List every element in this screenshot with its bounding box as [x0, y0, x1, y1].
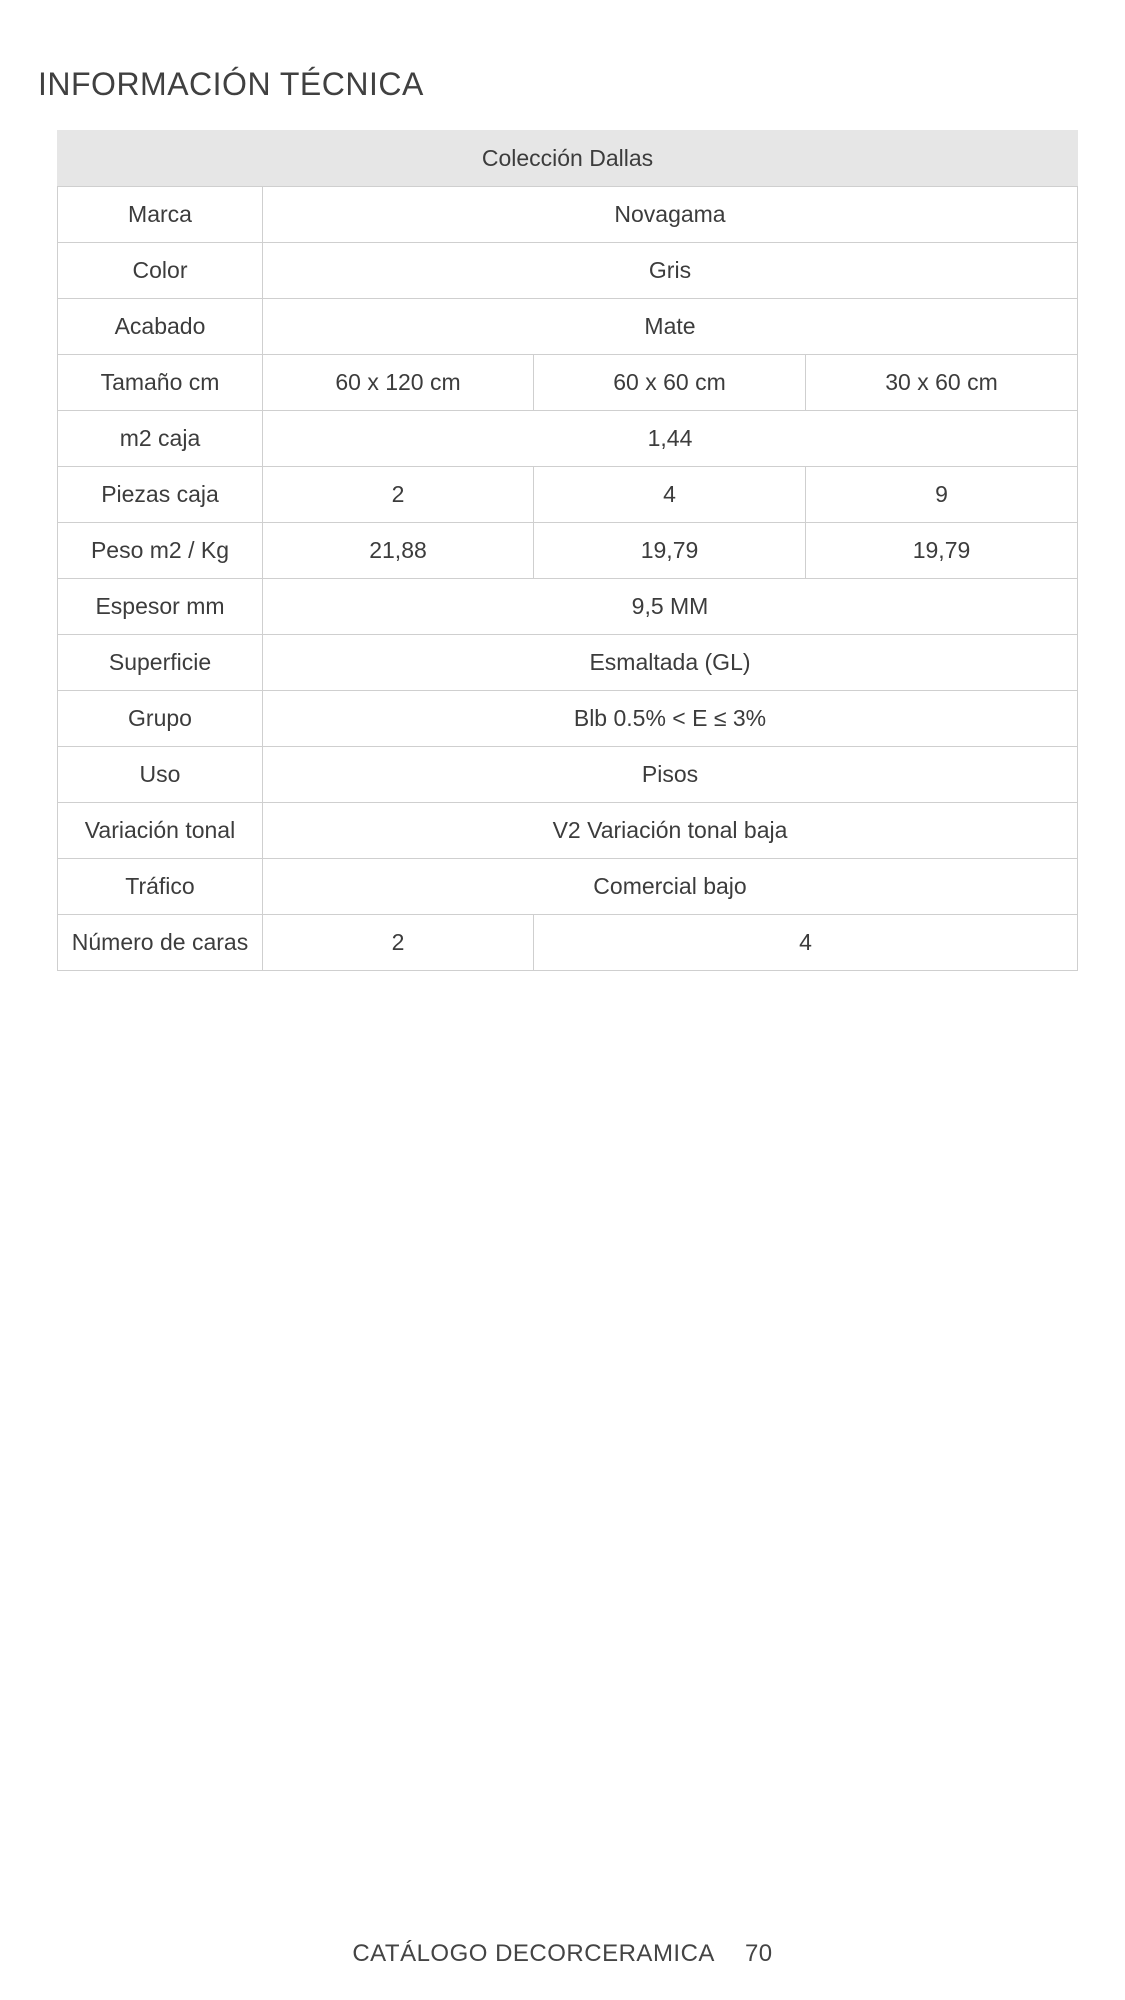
row-value: 9 — [806, 467, 1078, 523]
row-label: m2 caja — [58, 411, 263, 467]
row-value: 19,79 — [534, 523, 806, 579]
row-label: Piezas caja — [58, 467, 263, 523]
row-value: 4 — [534, 467, 806, 523]
table-row-tamano — [58, 355, 1078, 411]
row-label: Superficie — [58, 635, 263, 691]
page-number: 70 — [744, 1940, 773, 1967]
row-value: Blb 0.5% < E ≤ 3% — [263, 691, 1078, 747]
row-label: Número de caras — [58, 915, 263, 971]
table-row-superficie — [58, 635, 1078, 691]
technical-spec-table — [57, 130, 1078, 971]
collection-name: Colección Dallas — [58, 131, 1078, 187]
row-value: Novagama — [263, 187, 1078, 243]
page-footer — [0, 1940, 1125, 1968]
table-row-color — [58, 243, 1078, 299]
row-label: Acabado — [58, 299, 263, 355]
row-value: Pisos — [263, 747, 1078, 803]
table-row-numero-caras — [58, 915, 1078, 971]
row-value: 19,79 — [806, 523, 1078, 579]
table-row-trafico — [58, 859, 1078, 915]
row-label: Grupo — [58, 691, 263, 747]
row-label: Color — [58, 243, 263, 299]
catalog-name: CATÁLOGO DECORCERAMICA — [352, 1940, 715, 1967]
row-label: Marca — [58, 187, 263, 243]
row-label: Tráfico — [58, 859, 263, 915]
table-row-variacion-tonal — [58, 803, 1078, 859]
table-row-grupo — [58, 691, 1078, 747]
row-value: Gris — [263, 243, 1078, 299]
row-value: 9,5 MM — [263, 579, 1078, 635]
page-title: INFORMACIÓN TÉCNICA — [38, 66, 424, 102]
row-value: 1,44 — [263, 411, 1078, 467]
row-value: 21,88 — [263, 523, 534, 579]
table-row-m2-caja — [58, 411, 1078, 467]
row-value: 60 x 120 cm — [263, 355, 534, 411]
row-value: Comercial bajo — [263, 859, 1078, 915]
row-value: 4 — [534, 915, 1078, 971]
row-label: Uso — [58, 747, 263, 803]
table-row-espesor — [58, 579, 1078, 635]
table-row-uso — [58, 747, 1078, 803]
table-header-row — [58, 131, 1078, 187]
row-value: 60 x 60 cm — [534, 355, 806, 411]
row-value: 2 — [263, 467, 534, 523]
row-value: Esmaltada (GL) — [263, 635, 1078, 691]
row-value: 2 — [263, 915, 534, 971]
table-row-marca — [58, 187, 1078, 243]
row-value: 30 x 60 cm — [806, 355, 1078, 411]
row-label: Espesor mm — [58, 579, 263, 635]
row-value: Mate — [263, 299, 1078, 355]
row-label: Variación tonal — [58, 803, 263, 859]
table-row-piezas-caja — [58, 467, 1078, 523]
table-row-acabado — [58, 299, 1078, 355]
row-label: Peso m2 / Kg — [58, 523, 263, 579]
row-label: Tamaño cm — [58, 355, 263, 411]
row-value: V2 Variación tonal baja — [263, 803, 1078, 859]
table-row-peso — [58, 523, 1078, 579]
